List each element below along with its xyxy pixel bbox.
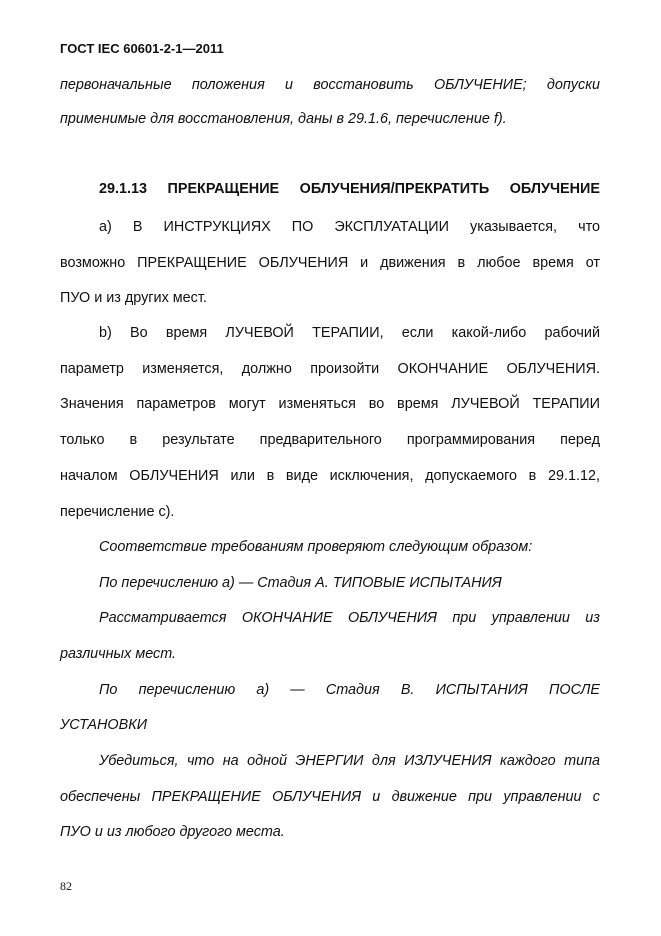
- text-line: возможно ПРЕКРАЩЕНИЕ ОБЛУЧЕНИЯ и движения в любое время от: [60, 255, 600, 271]
- text-line: Соответствие требованиям проверяют следующим образом:: [99, 539, 533, 555]
- text-line: Убедиться, что на одной ЭНЕРГИИ для ИЗЛУЧЕНИЯ каждого типа: [99, 753, 600, 769]
- text-line: различных мест.: [60, 646, 177, 662]
- text-line: применимые для восстановления, даны в 29.1.6, перечисление f).: [60, 111, 507, 127]
- section-heading: 29.1.13 ПРЕКРАЩЕНИЕ ОБЛУЧЕНИЯ/ПРЕКРАТИТЬ ОБЛУЧЕНИЕ: [99, 181, 600, 197]
- text-line: началом ОБЛУЧЕНИЯ или в виде исключения, допускаемого в 29.1.12,: [60, 468, 600, 484]
- text-line: УСТАНОВКИ: [60, 717, 147, 733]
- text-line: обеспечены ПРЕКРАЩЕНИЕ ОБЛУЧЕНИЯ и движение при управлении с: [60, 789, 600, 805]
- text-line: b) Во время ЛУЧЕВОЙ ТЕРАПИИ, если какой-либо рабочий: [99, 325, 600, 341]
- text-line: Значения параметров могут изменяться во время ЛУЧЕВОЙ ТЕРАПИИ: [60, 396, 600, 412]
- document-header: ГОСТ IEC 60601-2-1—2011: [60, 41, 224, 56]
- text-line: ПУО и из любого другого места.: [60, 824, 285, 840]
- text-line: По перечислению a) — Стадия А. ТИПОВЫЕ ИСПЫТАНИЯ: [99, 575, 502, 591]
- page-number: 82: [60, 879, 72, 893]
- text-line: первоначальные положения и восстановить ОБЛУЧЕНИЕ; допуски: [60, 77, 600, 93]
- text-line: только в результате предварительного программирования перед: [60, 432, 600, 448]
- text-line: параметр изменяется, должно произойти ОКОНЧАНИЕ ОБЛУЧЕНИЯ.: [60, 361, 600, 377]
- text-line: Рассматривается ОКОНЧАНИЕ ОБЛУЧЕНИЯ при управлении из: [99, 610, 600, 626]
- text-line: По перечислению a) — Стадия В. ИСПЫТАНИЯ ПОСЛЕ: [99, 682, 600, 698]
- text-line: ПУО и из других мест.: [60, 290, 207, 306]
- text-line: a) В ИНСТРУКЦИЯХ ПО ЭКСПЛУАТАЦИИ указывается, что: [99, 219, 600, 235]
- text-line: перечисление c).: [60, 504, 175, 520]
